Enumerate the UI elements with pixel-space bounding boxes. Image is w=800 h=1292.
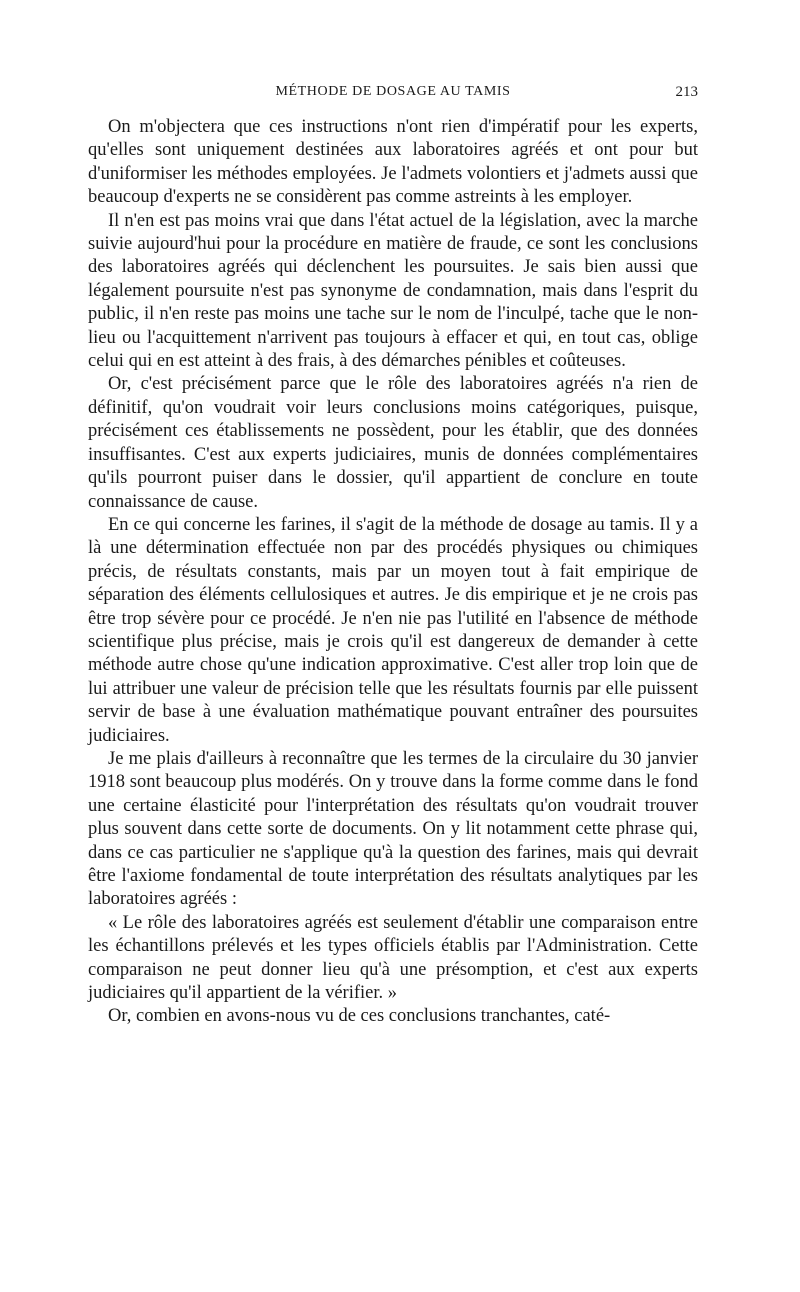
paragraph-quotation: « Le rôle des laboratoires agréés est seulement d'établir une comparaison entre les échantillons prélevés et les types officiels établis par l'Administration. Cette comparaison ne peut donner lieu qu'à une présomption, et c'est aux experts judiciaires qu'il appartient de la vérifier. » bbox=[88, 912, 698, 1004]
book-page bbox=[88, 84, 698, 1029]
running-head bbox=[88, 84, 698, 106]
paragraph-flour-sieve-method: En ce qui concerne les farines, il s'agit de la méthode de dosage au tamis. Il y a là une détermination effectuée non par des procédés physiques ou chimiques précis, de résultats constants, mais par un moyen tout à fait empirique de séparation des éléments cellulosiques et autres. Je dis empirique et je ne crois pas être trop sévère pour ce procédé. Je n'en nie pas l'utilité en l'absence de méthode scientifique plus précise, mais je crois qu'il est dangereux de demander à cette méthode autre chose qu'une indication approximative. C'est aller trop loin que de lui attribuer une valeur de précision telle que les résultats fournis par elle puissent servir de base à une évaluation mathématique pouvant entraîner des poursuites judiciaires. bbox=[88, 514, 698, 746]
paragraph-objection: On m'objectera que ces instructions n'ont rien d'impératif pour les experts, qu'elles sont uniquement destinées aux laboratoires agréés et ont pour but d'uniformiser les méthodes employées. Je l'admets volontiers et j'admets aussi que beaucoup d'experts ne se considèrent pas comme astreints à les employer. bbox=[88, 117, 698, 208]
paragraph-legislation: Il n'en est pas moins vrai que dans l'état actuel de la législation, avec la marche suivie aujourd'hui pour la procédure en matière de fraude, ce sont les conclusions des laboratoires agréés qui déclenchent les poursuites. Je sais bien aussi que légalement poursuite n'est pas synonyme de condamnation, mais dans l'esprit du public, il n'en reste pas moins une tache sur le nom de l'inculpé, tache que le non-lieu ou l'acquittement n'arrivent pas toujours à effacer et qui, en tout cas, oblige celui qui en est atteint à des frais, à des démarches pénibles et coûteuses. bbox=[88, 210, 698, 372]
page-number: 213 bbox=[675, 84, 698, 100]
body-text bbox=[88, 116, 698, 1029]
paragraph-circular-1918: Je me plais d'ailleurs à reconnaître que les termes de la circulaire du 30 janvier 1918 sont beaucoup plus modérés. On y trouve dans la forme comme dans le fond une certaine élasticité pour l'interprétation des résultats qu'on voudrait trouver plus souvent dans cette sorte de documents. On y lit notamment cette phrase qui, dans ce cas particulier ne s'applique qu'à la question des farines, mais qui devrait être l'axiome fondamental de toute interprétation des résultats analytiques par les laboratoires agréés : bbox=[88, 748, 698, 910]
paragraph-closing: Or, combien en avons-nous vu de ces conclusions tranchantes, caté- bbox=[108, 1006, 611, 1027]
paragraph-role-laboratories: Or, c'est précisément parce que le rôle des laboratoires agréés n'a rien de définitif, qu'on voudrait voir leurs conclusions moins catégoriques, puisque, précisément ces établissements ne possèdent, pour les établir, que des données insuffisantes. C'est aux experts judiciaires, munis de données complémentaires qu'ils pourront puiser dans le dossier, qu'il appartient de conclure en toute connaissance de cause. bbox=[88, 374, 698, 512]
running-title: MÉTHODE DE DOSAGE AU TAMIS bbox=[275, 84, 511, 99]
